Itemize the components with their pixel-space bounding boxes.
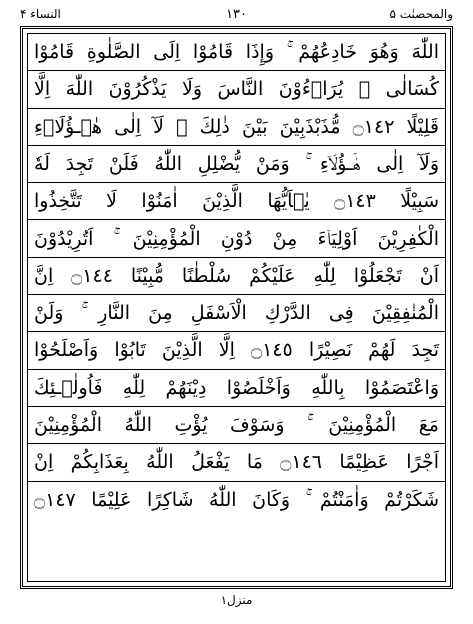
text-line: سَبِيْلًا ۝١٤٣ يٰۤاَيُّهَا الَّذِيْنَ اٰمَنُوْا لَا تَتَّخِذُوا <box>28 183 445 220</box>
manzil-label: منزل١ <box>220 593 253 607</box>
text-line: قَلِيْلًا ۝١٤٢ مُّذَبْذَبِيْنَ بَيْنَ ذٰلِكَ ۖ لَآ اِلٰى هٰۤـؤُلَاۤءِ <box>28 109 445 146</box>
text-line: اَجْرًا عَظِيْمًا ۝١٤٦ مَا يَفْعَلُ اللّٰهُ بِعَذَابِكُمْ اِنْ <box>28 444 445 481</box>
text-line: مَعَ الْمُؤْمِنِيْنَ ۚ وَسَوْفَ يُؤْتِ اللّٰهُ الْمُؤْمِنِيْنَ <box>28 407 445 444</box>
text-line: وَاعْتَصَمُوْا بِاللّٰهِ وَاَخْلَصُوْا دِيْنَهُمْ لِلّٰهِ فَاُولٰۤـئِكَ <box>28 370 445 407</box>
text-line: اَنْ تَجْعَلُوْا لِلّٰهِ عَلَيْكُمْ سُلْطٰنًا مُّبِيْنًا ۝١٤٤ اِنَّ <box>28 258 445 295</box>
text-line: تَجِدَ لَهُمْ نَصِيْرًا ۝١٤٥ اِلَّا الَّذِيْنَ تَابُوْا وَاَصْلَحُوْا <box>28 332 445 369</box>
page-header <box>20 4 453 24</box>
text-line: وَلَآ اِلٰى هٰۤـؤُلَاۤءِ ۚ وَمَنْ يُّضْلِلِ اللّٰهُ فَلَنْ تَجِدَ لَهٗ <box>28 146 445 183</box>
text-line: الْكٰفِرِيْنَ اَوْلِيَاۤءَ مِنْ دُوْنِ الْمُؤْمِنِيْنَ ۚ اَتُرِيْدُوْنَ <box>28 221 445 258</box>
surah-name: النساء ۴ <box>20 7 61 21</box>
text-line: شَكَرْتُمْ وَاٰمَنْتُمْ ۚ وَكَانَ اللّٰهُ شَاكِرًا عَلِيْمًا ۝١٤٧ <box>34 488 439 511</box>
text-line: الْمُنٰفِقِيْنَ فِى الدَّرْكِ الْاَسْفَلِ مِنَ النَّارِ ۚ وَلَنْ <box>28 295 445 332</box>
page-number: ١٣٠ <box>226 6 247 22</box>
text-frame <box>20 26 453 589</box>
juz-name: والمحصنٰت ۵ <box>389 7 453 21</box>
text-block <box>27 33 446 582</box>
text-line: كُسَالٰى ۙ يُرَاۤءُوْنَ النَّاسَ وَلَا يَذْكُرُوْنَ اللّٰهَ اِلَّا <box>28 71 445 108</box>
text-line: اللّٰهَ وَهُوَ خَادِعُهُمْ ۚ وَإِذَا قَامُوْا اِلَى الصَّلٰوةِ قَامُوْا <box>28 34 445 71</box>
